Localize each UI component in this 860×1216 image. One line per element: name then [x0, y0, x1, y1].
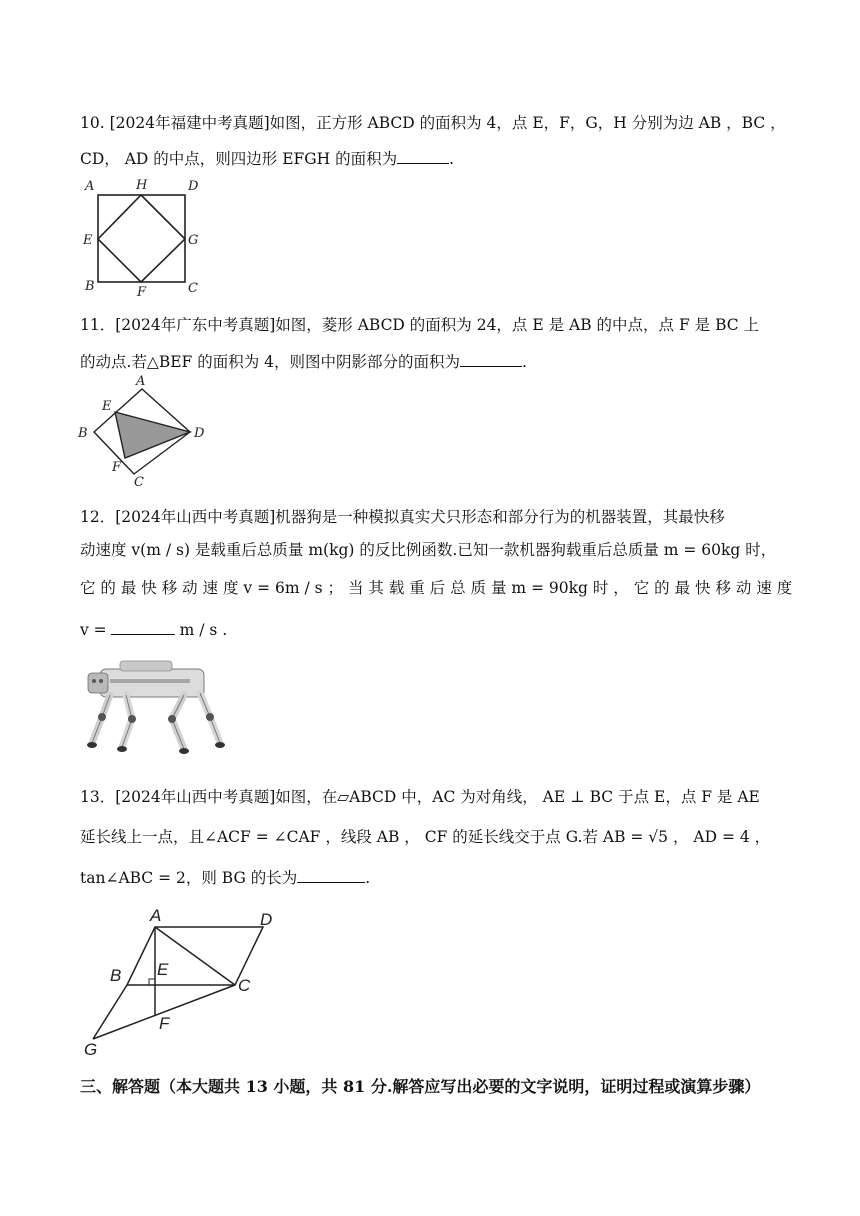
q10-text: CD， AD 的中点，则四边形 EFGH 的面积为 — [80, 150, 398, 168]
q11-answer-blank — [460, 350, 522, 367]
q10-label-g: G — [188, 233, 199, 248]
q10-square-figure — [80, 174, 210, 300]
q11-rhombus-figure — [76, 372, 216, 490]
q12-line-1: 12．[2024年山西中考真题]机器狗是一种模拟真实犬只形态和部分行为的机器装置，其最快移 — [80, 508, 725, 526]
section-3-heading: 三、解答题（本大题共 13 小题，共 81 分.解答应写出必要的文字说明，证明过程或演算步骤） — [80, 1077, 761, 1096]
q13-answer-blank — [297, 866, 365, 883]
q11-label-a: A — [136, 374, 146, 389]
q10-period: . — [449, 150, 455, 168]
q11-label-e: E — [102, 399, 112, 414]
q13-label-a: A — [150, 906, 162, 925]
q12-answer-blank — [111, 618, 175, 635]
q12-line-2: 动速度 v(m / s) 是载重后总质量 m(kg) 的反比例函数.已知一款机器狗载重后总质量 m = 60kg 时， — [80, 541, 777, 559]
q13-line-1: 13．[2024年山西中考真题]如图，在▱ABCD 中，AC 为对角线， AE ⊥ BC 于点 E，点 F 是 AE — [80, 788, 760, 806]
q11-period: . — [522, 353, 527, 371]
q13-label-b: B — [110, 966, 122, 985]
robot-dog-image — [80, 655, 240, 763]
q13-label-c: C — [238, 976, 251, 995]
q10-label-b: B — [85, 279, 95, 294]
q11-label-f: F — [112, 460, 122, 475]
q12-v-equals: v = — [80, 621, 107, 639]
q13-label-f: F — [159, 1014, 170, 1033]
q13-line-2: 延长线上一点，且∠ACF = ∠CAF ，线段 AB ， CF 的延长线交于点 G.若 AB = √5 ， AD = 4 ， — [80, 828, 771, 846]
q10-label-e: E — [83, 233, 93, 248]
q11-label-c: C — [134, 475, 144, 490]
q13-period: . — [365, 869, 371, 887]
q12-line-3: 它 的 最 快 移 动 速 度 v = 6m / s ； 当 其 载 重 后 总 质 量 m = 90kg 时 ， 它 的 最 快 移 动 速 度 — [80, 579, 793, 597]
q11-label-b: B — [78, 426, 88, 441]
q13-line-3 — [80, 866, 370, 889]
q10-label-h: H — [136, 178, 148, 193]
q12-unit: m / s . — [174, 621, 228, 639]
q10-answer-blank — [397, 147, 449, 164]
q12-line-4 — [80, 618, 227, 641]
q13-label-e: E — [157, 960, 169, 979]
q11-shaded-triangle — [115, 412, 190, 458]
q10-label-f: F — [137, 285, 147, 300]
q13-label-d: D — [260, 910, 273, 929]
q13-label-g: G — [84, 1040, 98, 1059]
q10-label-a: A — [85, 179, 95, 194]
q11-line-2 — [80, 350, 527, 373]
q11-text: 的动点.若△BEF 的面积为 4，则图中阴影部分的面积为 — [80, 353, 461, 371]
q10-line-2 — [80, 147, 454, 170]
q13-parallelogram-figure — [80, 905, 290, 1061]
q11-line-1: 11．[2024年广东中考真题]如图，菱形 ABCD 的面积为 24，点 E 是 AB 的中点，点 F 是 BC 上 — [80, 316, 760, 334]
q10-line-1: 10. [2024年福建中考真题]如图，正方形 ABCD 的面积为 4，点 E，F，G，H 分别为边 AB ，BC ， — [80, 114, 786, 132]
q13-text: tan∠ABC = 2，则 BG 的长为 — [80, 869, 298, 887]
q11-label-d: D — [194, 426, 205, 441]
q10-label-c: C — [188, 281, 198, 296]
q10-label-d: D — [188, 179, 199, 194]
